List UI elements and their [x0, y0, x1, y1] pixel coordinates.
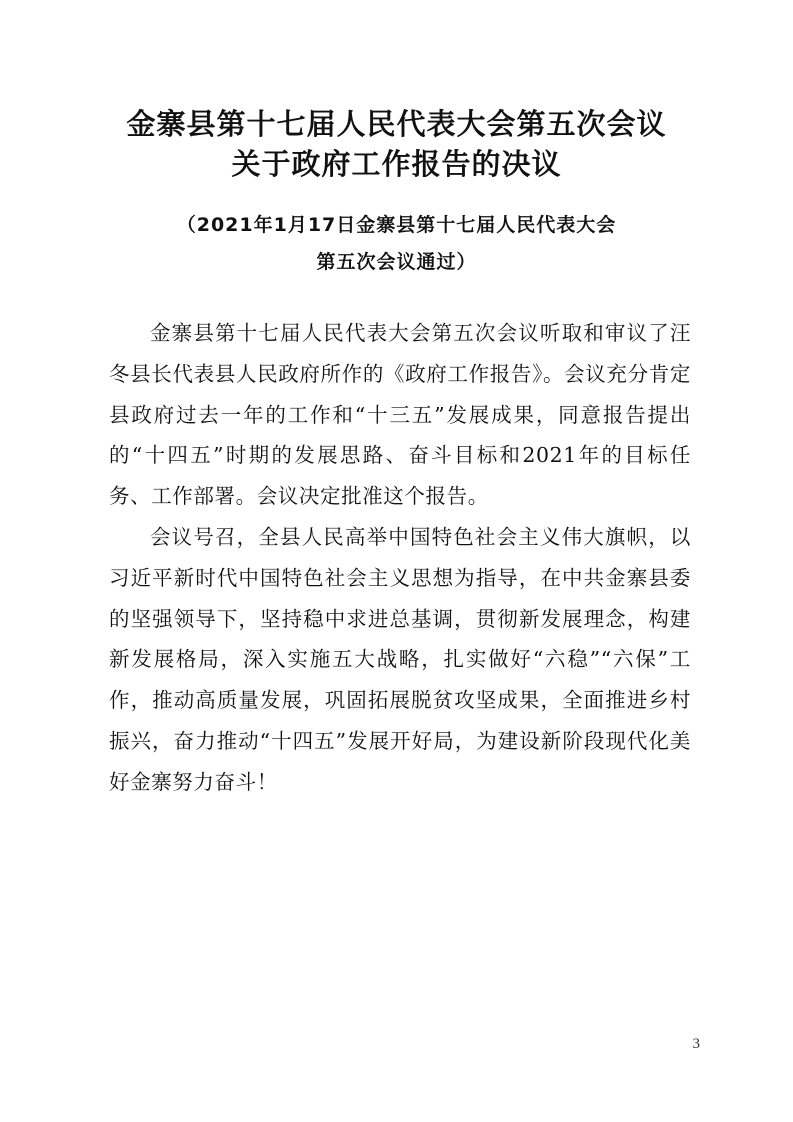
- document-title-line-1: 金寨县第十七届人民代表大会第五次会议: [126, 107, 667, 141]
- page-number: 3: [692, 1036, 700, 1052]
- adoption-note-line-1: （2021年1月17日金寨县第十七届人民代表大会: [176, 214, 617, 236]
- body-paragraph-2: 会议号召，全县人民高举中国特色社会主义伟大旗帜，以习近平新时代中国特色社会主义思想为指导，在中共金寨县委的坚强领导下，坚持稳中求进总基调，贯彻新发展理念，构建新发展格局，深入实施五大战略，扎实做好“六稳”“六保”工作，推动高质量发展，巩固拓展脱贫攻坚成果，全面推进乡村振兴，奋力推动“十四五”发展开好局，为建设新阶段现代化美好金寨努力奋斗！: [109, 525, 691, 794]
- adoption-note-line-2: 第五次会议通过）: [316, 251, 477, 273]
- body-paragraph-1: 金寨县第十七届人民代表大会第五次会议听取和审议了汪冬县长代表县人民政府所作的《政府工作报告》。会议充分肯定县政府过去一年的工作和“十三五”发展成果，同意报告提出的“十四五”时期的发展思路、奋斗目标和2021年的目标任务、工作部署。会议决定批准这个报告。: [109, 321, 691, 509]
- document-title-line-2: 关于政府工作报告的决议: [231, 147, 562, 181]
